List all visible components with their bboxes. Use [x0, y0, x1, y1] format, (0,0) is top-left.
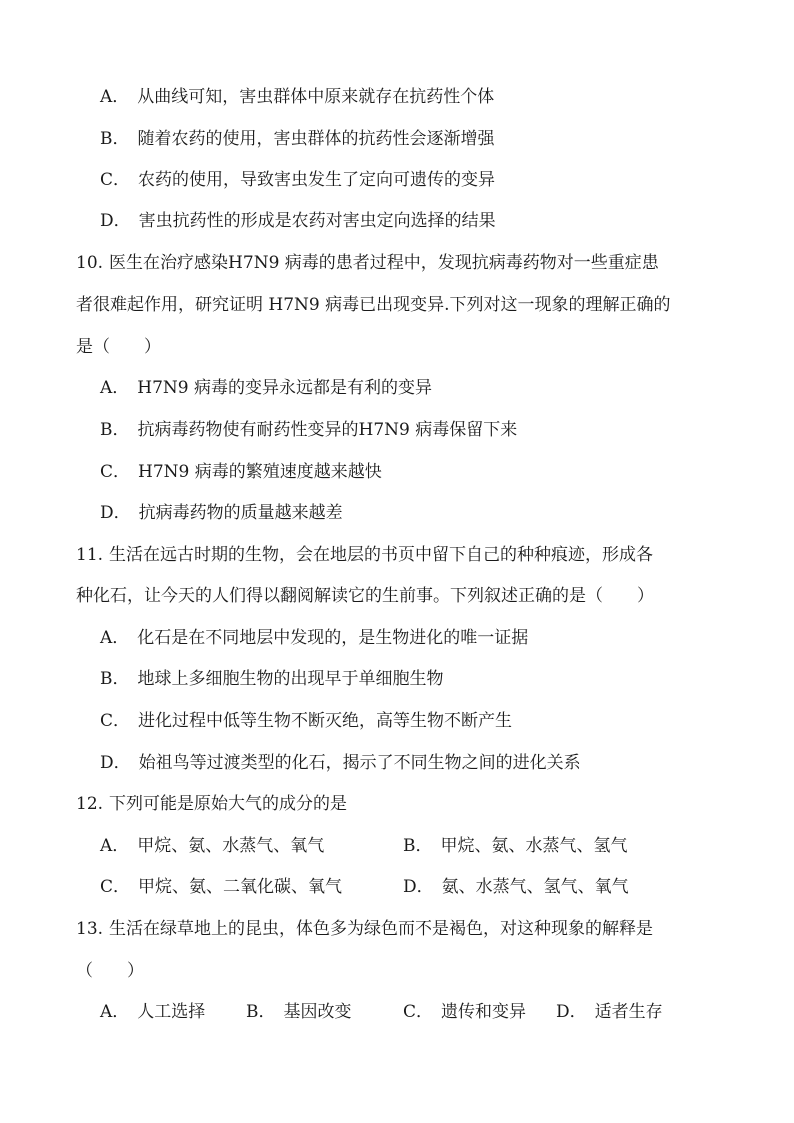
option-text: 基因改变 — [283, 1002, 352, 1022]
q11-option-d — [100, 752, 581, 774]
q10-stem-line-1 — [76, 252, 659, 274]
q12-stem — [76, 793, 347, 815]
option-text: 抗病毒药物使有耐药性变异的H7N9 病毒保留下来 — [137, 420, 518, 440]
q9-option-a — [100, 86, 494, 108]
option-text: 抗病毒药物的质量越来越差 — [138, 503, 343, 523]
option-text: 甲烷、氨、水蒸气、氧气 — [137, 836, 325, 856]
stem-text: 下列可能是原始大气的成分的是 — [109, 794, 348, 814]
option-text: 人工选择 — [137, 1002, 206, 1022]
question-number: 11. — [76, 545, 104, 565]
q9-option-c — [100, 169, 495, 191]
q10-stem-line-2 — [76, 294, 671, 316]
q12-option-c — [100, 876, 342, 898]
q13-option-c — [403, 1001, 526, 1023]
option-label: A． — [100, 628, 130, 648]
q13-stem-line-1 — [76, 918, 653, 940]
option-text: H7N9 病毒的繁殖速度越来越快 — [138, 462, 382, 482]
q13-option-b — [246, 1001, 352, 1023]
q12-option-d — [403, 876, 629, 898]
option-label: B． — [100, 129, 130, 149]
option-text: 进化过程中低等生物不断灭绝，高等生物不断产生 — [138, 711, 513, 731]
q10-option-a — [100, 377, 432, 399]
q11-option-a — [100, 627, 528, 649]
q11-stem-line-2 — [76, 585, 654, 607]
option-text: 甲烷、氨、水蒸气、氢气 — [440, 836, 628, 856]
option-label: D． — [403, 877, 434, 897]
option-label: A． — [100, 836, 130, 856]
option-label: D． — [100, 753, 131, 773]
option-label: A． — [100, 378, 130, 398]
q9-option-d — [100, 210, 496, 232]
option-label: D． — [100, 503, 131, 523]
q10-stem-line-3 — [76, 336, 161, 358]
option-label: D． — [100, 211, 131, 231]
option-label: C． — [100, 170, 131, 190]
option-text: 地球上多细胞生物的出现早于单细胞生物 — [137, 669, 444, 689]
stem-text: 是（ ） — [76, 337, 161, 357]
q10-option-c — [100, 461, 382, 483]
option-label: B． — [100, 420, 130, 440]
option-text: 随着农药的使用，害虫群体的抗药性会逐渐增强 — [137, 129, 495, 149]
option-label: D． — [556, 1002, 587, 1022]
option-text: 化石是在不同地层中发现的，是生物进化的唯一证据 — [137, 628, 529, 648]
q10-option-d — [100, 502, 343, 524]
q12-option-a — [100, 835, 324, 857]
option-label: C． — [403, 1002, 434, 1022]
option-label: A． — [100, 87, 130, 107]
option-text: 农药的使用，导致害虫发生了定向可遗传的变异 — [138, 170, 496, 190]
option-text: 遗传和变异 — [441, 1002, 527, 1022]
option-text: 从曲线可知，害虫群体中原来就存在抗药性个体 — [137, 87, 495, 107]
q13-stem-line-2 — [76, 960, 144, 982]
q11-option-b — [100, 668, 444, 690]
stem-text: 医生在治疗感染H7N9 病毒的患者过程中，发现抗病毒药物对一些重症患 — [109, 253, 659, 273]
option-text: H7N9 病毒的变异永远都是有利的变异 — [137, 378, 433, 398]
q11-option-c — [100, 710, 512, 732]
q10-option-b — [100, 419, 517, 441]
option-text: 害虫抗药性的形成是农药对害虫定向选择的结果 — [138, 211, 496, 231]
option-label: C． — [100, 711, 131, 731]
stem-text: 生活在绿草地上的昆虫，体色多为绿色而不是褐色，对这种现象的解释是 — [109, 919, 654, 939]
q11-stem-line-1 — [76, 544, 653, 566]
question-number: 13. — [76, 919, 104, 939]
option-text: 适者生存 — [594, 1002, 663, 1022]
question-number: 12. — [76, 794, 104, 814]
question-number: 10. — [76, 253, 104, 273]
q13-option-d — [556, 1001, 663, 1023]
q12-option-b — [403, 835, 628, 857]
stem-text: 种化石，让今天的人们得以翻阅解读它的生前事。下列叙述正确的是（ ） — [76, 586, 654, 606]
option-text: 始祖鸟等过渡类型的化石，揭示了不同生物之间的进化关系 — [138, 753, 581, 773]
q13-option-a — [100, 1001, 205, 1023]
option-label: B． — [246, 1002, 276, 1022]
option-label: A． — [100, 1002, 130, 1022]
option-label: C． — [100, 462, 131, 482]
option-label: B． — [403, 836, 433, 856]
option-label: C． — [100, 877, 131, 897]
option-text: 氨、水蒸气、氢气、氧气 — [441, 877, 629, 897]
stem-text: 生活在远古时期的生物，会在地层的书页中留下自己的种种痕迹，形成各 — [109, 545, 654, 565]
q9-option-b — [100, 128, 495, 150]
option-text: 甲烷、氨、二氧化碳、氧气 — [138, 877, 343, 897]
option-label: B． — [100, 669, 130, 689]
stem-text: 者很难起作用，研究证明 H7N9 病毒已出现变异.下列对这一现象的理解正确的 — [76, 295, 671, 315]
stem-text: （ ） — [76, 961, 144, 981]
